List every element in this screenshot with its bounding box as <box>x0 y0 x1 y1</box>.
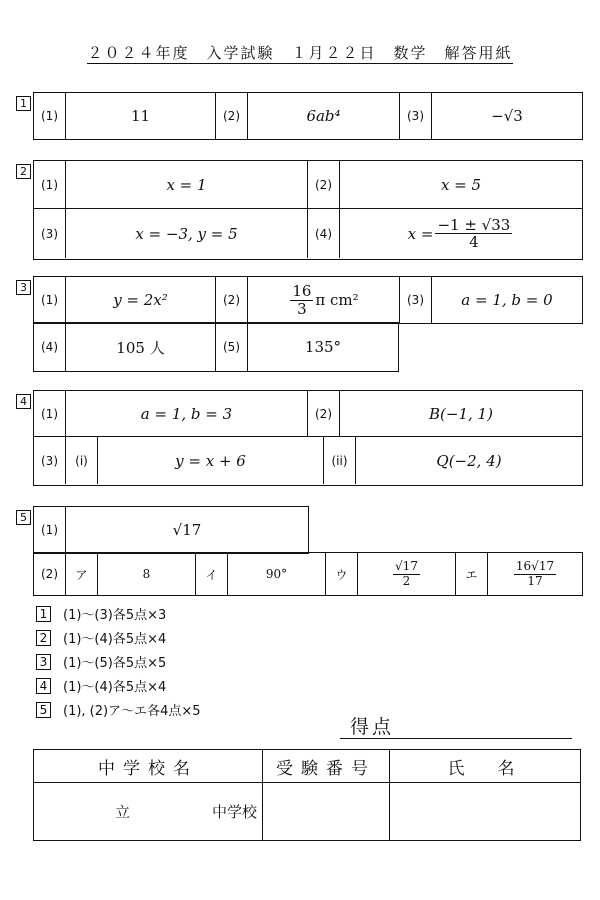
question-number-1: 1 <box>16 96 31 111</box>
q1-2-answer: 6ab⁴ <box>306 107 341 125</box>
q5-2-a-answer: 8 <box>142 567 151 581</box>
q4-3-i-label: (i) <box>66 437 98 484</box>
q5-2-e-label: エ <box>456 553 488 595</box>
q2-4-answer: x = $\frac{-1 \pm √33}{4}$ <box>407 215 511 251</box>
q1-1-answer: 11 <box>130 107 151 125</box>
name-header: 氏 名 <box>390 750 581 783</box>
q2-4-label: (4) <box>308 209 340 258</box>
points-item: 3 (1)〜(5)各5点×5 <box>36 652 166 671</box>
exam-number-field[interactable] <box>263 783 390 841</box>
q2-block <box>33 160 583 260</box>
points-item: 4 (1)〜(4)各5点×4 <box>36 676 166 695</box>
school-prefix: 立 <box>115 803 131 821</box>
page-title: ２０２４年度 入学試験 １月２２日 数学 解答用紙 <box>87 44 513 62</box>
score-label: 得点 <box>350 716 395 738</box>
q1-row <box>33 92 583 140</box>
q2-3-answer: x = −3, y = 5 <box>135 224 238 243</box>
school-suffix: 中学校 <box>211 803 257 821</box>
q3-3-label: (3) <box>400 277 432 323</box>
school-name-header: 中学校名 <box>34 750 263 783</box>
q3-row-1 <box>33 276 583 324</box>
school-name-field[interactable] <box>34 783 263 841</box>
q4-3-i-answer: y = x + 6 <box>175 451 246 470</box>
q4-3-ii-label: (ii) <box>324 437 356 484</box>
student-info-table <box>33 749 581 841</box>
q1-3-answer: −√3 <box>491 107 523 125</box>
points-item: 2 (1)〜(4)各5点×4 <box>36 628 166 647</box>
question-number-2: 2 <box>16 164 31 179</box>
q1-3-label: (3) <box>400 93 432 139</box>
q5-row-1 <box>33 506 309 554</box>
question-number-5: 5 <box>16 510 31 525</box>
q2-2-label: (2) <box>308 161 340 208</box>
q4-1-answer: a = 1, b = 3 <box>140 404 233 423</box>
question-number-3: 3 <box>16 280 31 295</box>
q3-4-label: (4) <box>34 323 66 371</box>
q2-1-answer: x = 1 <box>166 175 207 194</box>
q4-3-ii-answer: Q(−2, 4) <box>436 451 502 470</box>
q5-2-i-answer: 90° <box>265 567 288 581</box>
q3-2-answer: $\frac{16}{3}$ π cm² <box>292 282 359 318</box>
q3-4-answer: 105 人 <box>116 338 165 357</box>
q3-3-answer: a = 1, b = 0 <box>461 291 553 309</box>
q1-1-label: (1) <box>34 93 66 139</box>
q5-1-label: (1) <box>34 507 66 553</box>
q5-2-u-answer: $\frac{√17}{2}$ <box>395 559 418 588</box>
q5-2-u-label: ウ <box>326 553 358 595</box>
q3-1-answer: y = 2x² <box>113 291 168 309</box>
q3-5-answer: 135° <box>304 338 342 356</box>
q1-2-label: (2) <box>216 93 248 139</box>
q5-1-answer: √17 <box>172 521 202 539</box>
score-line <box>340 738 572 739</box>
name-field[interactable] <box>390 783 581 841</box>
q4-1-label: (1) <box>34 391 66 436</box>
q5-row-2 <box>33 552 583 596</box>
q5-2-e-answer: $\frac{16√17}{17}$ <box>515 559 555 588</box>
q4-2-answer: B(−1, 1) <box>429 404 493 423</box>
points-item: 1 (1)〜(3)各5点×3 <box>36 604 166 623</box>
q2-3-label: (3) <box>34 209 66 258</box>
q2-2-answer: x = 5 <box>440 175 482 194</box>
exam-number-header: 受験番号 <box>263 750 390 783</box>
q3-5-label: (5) <box>216 323 248 371</box>
q5-2-a-label: ア <box>66 553 98 595</box>
q3-row-2 <box>33 322 399 372</box>
q5-2-label: (2) <box>34 553 66 595</box>
question-number-4: 4 <box>16 394 31 409</box>
q2-1-label: (1) <box>34 161 66 208</box>
q4-2-label: (2) <box>308 391 340 436</box>
q4-block <box>33 390 583 486</box>
q5-2-i-label: イ <box>196 553 228 595</box>
points-item: 5 (1), (2)ア〜エ各4点×5 <box>36 700 201 719</box>
q3-2-label: (2) <box>216 277 248 323</box>
q3-1-label: (1) <box>34 277 66 323</box>
q4-3-label: (3) <box>34 437 66 484</box>
